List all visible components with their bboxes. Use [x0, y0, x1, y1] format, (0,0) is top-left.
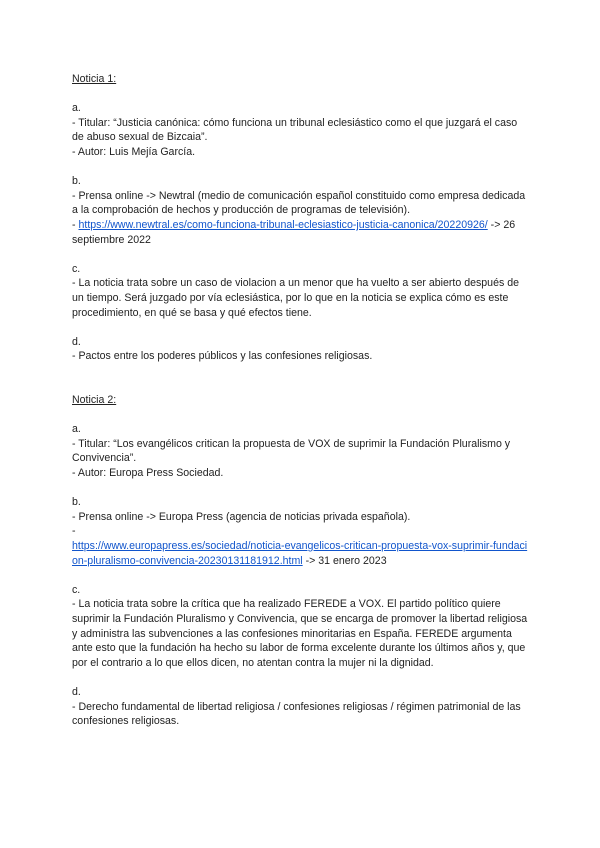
noticia-2-date: -> 31 enero 2023: [302, 554, 387, 567]
noticia-1-c-label: c.: [72, 262, 81, 275]
noticia-1-title: Noticia 1:: [72, 73, 117, 85]
noticia-1-titular: - Titular: “Justicia canónica: cómo funciona un tribunal eclesiástico como el que juzgará el caso de abuso sexual de Bizcaia”.: [72, 116, 518, 144]
noticia-2-d-label: d.: [72, 685, 81, 698]
noticia-2-titular: - Titular: “Los evangélicos critican la propuesta de VOX de suprimir la Fundación Pluralismo y Convivencia”.: [72, 437, 511, 465]
noticia-2-tema: - Derecho fundamental de libertad religiosa / confesiones religiosas / régimen patrimonial de las confesiones religiosas.: [72, 700, 521, 728]
noticia-1-resumen: - La noticia trata sobre un caso de violacion a un menor que ha vuelto a ser abierto después de un tiempo. Será juzgado por vía eclesiástica, por lo que en la noticia se explica cómo es este procedimiento, en qué se basa y qué efectos tiene.: [72, 277, 519, 319]
noticia-2-title: Noticia 2:: [72, 394, 117, 407]
noticia-2-url-prefix: -: [72, 525, 76, 538]
noticia-1-tema: - Pactos entre los poderes públicos y las confesiones religiosas.: [72, 350, 373, 363]
noticia-1-prensa: - Prensa online -> Newtral (medio de comunicación español constituido como empresa dedicada a la comprobación de hechos y producción de programas de televisión).: [72, 189, 526, 217]
noticia-2-b-label: b.: [72, 496, 81, 509]
noticia-1-source-line: [72, 218, 530, 247]
noticia-1-url-link[interactable]: https://www.newtral.es/como-funciona-tribunal-eclesiastico-justicia-canonica/20220926/: [78, 218, 488, 231]
noticia-2-url-link[interactable]: https://www.europapress.es/sociedad/noticia-evangelicos-critican-propuesta-vox-suprimir-fundacion-pluralismo-convivencia-20230131181912.html: [72, 540, 528, 567]
document-page: [72, 72, 530, 729]
noticia-2-a-label: a.: [72, 423, 81, 436]
noticia-2-c-label: c.: [72, 583, 81, 596]
noticia-2-resumen: - La noticia trata sobre la crítica que ha realizado FEREDE a VOX. El partido político quiere suprimir la Fundación Pluralismo y Convivencia, que se encarga de promover la libertad religiosa y administra las subvenciones a las confesiones minoritarias en España. FEREDE argumenta ante esto que la fundación ha hecho su labor de forma excelente durante los últimos años y, que por el contrario a lo que ellos dicen, no atentan contra la mujer ni la dignidad.: [72, 598, 528, 669]
noticia-1-d-label: d.: [72, 335, 81, 348]
noticia-2-prensa: - Prensa online -> Europa Press (agencia de noticias privada española).: [72, 510, 411, 523]
noticia-1-autor: - Autor: Luis Mejía García.: [72, 145, 196, 158]
noticia-2-autor: - Autor: Europa Press Sociedad.: [72, 467, 224, 480]
noticia-2-source-line: [72, 539, 530, 568]
noticia-1-url-prefix: -: [72, 218, 79, 231]
noticia-1-b-label: b.: [72, 175, 81, 188]
noticia-1-date: -> 26 septiembre 2022: [72, 218, 516, 246]
noticia-1-a-label: a.: [72, 102, 81, 115]
